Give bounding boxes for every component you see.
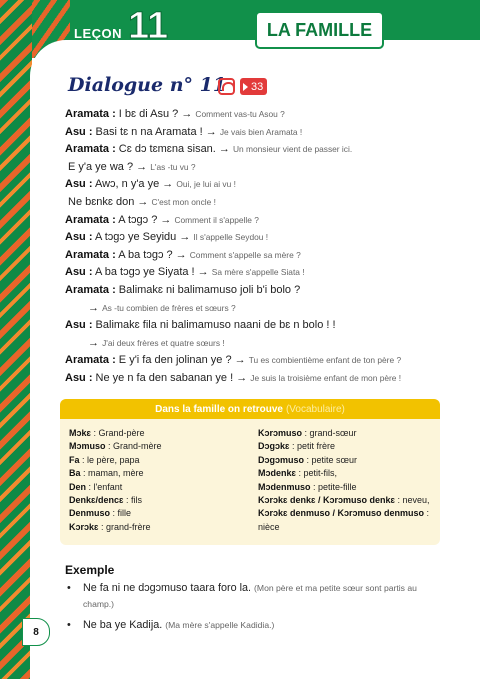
example-item [67,580,442,612]
translation-arrow: → [133,160,151,173]
vocabulary-term: Mɔmuso [69,441,106,452]
vocabulary-term: Fa [69,454,80,465]
vocabulary-entry [258,467,430,480]
dialogue-speaker: Aramata : [65,143,116,156]
example-content [83,617,442,633]
translation-arrow: → [231,354,249,367]
vocabulary-definition: : petit-fils, [295,468,337,479]
headphones-icon[interactable] [218,78,235,95]
dialogue-translation: Tu es combientième enfant de ton père ? [248,355,402,366]
dialogue-text: Ne bɛnkɛ don [68,195,135,208]
vocabulary-entry [258,440,430,453]
vocabulary-term: Dɔgɔkɛ [258,441,290,452]
dialogue-line [65,159,465,177]
vocabulary-definition: : l'enfant [86,481,123,492]
example-translation: (Mon père et ma petite sœur sont partis au champ.) [83,583,417,609]
vocabulary-box [60,399,440,545]
vocabulary-term: Ba [69,468,81,479]
lesson-underline-decoration [62,44,182,50]
bullet-icon: • [67,619,71,631]
vocabulary-entry [258,494,430,507]
vocabulary-term: Kɔrɔkɛ denmuso / Kɔrɔmuso denmuso [258,508,425,519]
bullet-icon: • [67,582,71,594]
dialogue-line [65,317,465,335]
vocabulary-definition: : Grand-mère [105,441,162,452]
vocabulary-definition: : Grand-père [90,428,145,438]
page-number: 8 [22,618,50,646]
vocabulary-term: Mɔkɛ [69,428,91,438]
vocabulary-definition: : grand-sœur [302,428,357,438]
dialogue-text: Awɔ, n y'a ye [92,178,160,191]
dialogue-speaker: Asu : [65,371,93,384]
vocabulary-left-column [69,427,162,534]
dialogue-translation: J'ai deux frères et quatre sœurs ! [102,337,225,348]
vocabulary-term: Mɔdenmuso [258,481,311,492]
translation-arrow: → [194,266,212,279]
vocabulary-subheading: (Vocabulaire) [285,403,345,415]
dialogue-text: A tɔgɔ ? [115,213,158,226]
dialogue-line [65,124,465,142]
example-item [67,617,442,633]
dialogue-translation: Sa mère s'appelle Siata ! [211,267,305,278]
translation-arrow: → [178,108,196,120]
vocabulary-entry [258,507,430,520]
play-icon [243,83,248,91]
translation-arrow: → [202,125,220,138]
example-content [83,580,442,612]
vocabulary-term: Denmuso [69,508,111,519]
translation-arrow: → [157,213,175,226]
vocabulary-entry [69,440,162,453]
chapter-title: LA FAMILLE [255,11,384,49]
vocabulary-term: Denkɛ/dencɛ [69,494,124,505]
track-number: 33 [251,80,264,93]
translation-arrow: → [172,248,190,261]
vocabulary-entry [258,521,430,534]
dialogue-speaker: Asu : [65,125,93,138]
dialogue-translation: Je suis la troisième enfant de mon père ! [250,372,402,383]
dialogue-translation: As -tu combien de frères et sœurs ? [102,302,236,313]
example-translation: (Ma mère s'appelle Kadidia.) [165,620,275,630]
vocabulary-term: Den [69,481,87,492]
dialogue-text: Cɛ dɔ tɛmɛna sisan. [115,143,216,156]
lesson-label: LEÇON [74,26,122,41]
dialogue-line [65,264,465,282]
dialogue-line [65,176,465,194]
vocabulary-definition: : maman, mère [80,468,144,479]
example-text: Ne fa ni ne dɔgɔmuso taara foro la. [83,582,252,594]
dialogue-translation: Comment il s'appelle ? [174,214,259,225]
dialogue-speaker: Aramata : [65,213,116,226]
vocabulary-definition: : petite-fille [310,481,357,492]
dialogue-text: E y'i fa den jolinan ye ? [115,354,232,367]
examples-title: Exemple [65,563,115,577]
translation-arrow: → [134,195,152,208]
vocabulary-heading [60,399,440,419]
vocabulary-right-column [258,427,430,534]
dialogue-line [65,106,465,124]
translation-arrow: → [176,231,194,244]
vocabulary-term: Mɔdenkɛ [258,468,296,479]
vocabulary-term: Dɔgɔmuso [258,454,305,465]
vocabulary-definition: : fils [123,494,142,505]
dialogue-speaker: Aramata : [65,248,116,261]
dialogue-text: A ba tɔgɔ ye Siyata ! [92,266,195,279]
vocabulary-entry [69,521,162,534]
dialogue-speaker: Asu : [65,319,93,332]
vocabulary-definition: nièce [258,521,280,532]
dialogue-text: Balimakɛ ni balimamuso joli b'i bolo ? [115,283,301,296]
dialogue-translation: Un monsieur vient de passer ici. [232,144,353,155]
translation-arrow: → [215,143,233,156]
vocabulary-entry [69,467,162,480]
dialogue-title: Dialogue n° 11 [68,74,227,96]
vocabulary-definition: : le père, papa [79,454,140,465]
dialogue-translation: C'est mon oncle ! [151,196,216,207]
vocabulary-definition: : petite sœur [304,454,358,465]
translation-arrow: → [88,336,103,349]
dialogue-line [65,370,465,388]
vocabulary-definition: : grand-frère [98,521,151,532]
dialogue-line [65,212,465,230]
dialogue-line [65,229,465,247]
vocabulary-definition: : neveu, [394,494,430,505]
dialogue-translation: Comment s'appelle sa mère ? [189,249,301,260]
dialogue-speaker: Asu : [65,231,93,244]
vocabulary-entry [69,481,162,494]
vocabulary-definition: : fille [110,508,132,519]
dialogue-line [65,282,465,300]
dialogue-line [65,300,465,318]
dialogue-text: Balimakɛ fila ni balimamuso naani de bɛ n bolo ! ! [92,319,336,332]
translation-arrow: → [159,178,177,191]
dialogue-line [65,141,465,159]
dialogue-line [65,194,465,212]
vocabulary-term: Kɔrɔkɛ denkɛ / Kɔrɔmuso denkɛ [258,494,395,505]
dialogue-speaker: Asu : [65,178,93,191]
vocabulary-entry [258,427,430,440]
dialogue-line [65,335,465,353]
dialogue-translation: Il s'appelle Seydou ! [193,232,269,243]
example-text: Ne ba ye Kadija. [83,619,163,631]
dialogue-text: I bɛ di Asu ? [115,108,179,120]
dialogue-speaker: Asu : [65,266,93,279]
dialogue-translation: Je vais bien Aramata ! [219,126,303,137]
vocabulary-entry [258,454,430,467]
vocabulary-entry [69,454,162,467]
audio-track-button[interactable] [240,78,267,95]
dialogue-text: A ba tɔgɔ ? [115,248,173,261]
dialogue-speaker: Aramata : [65,354,116,367]
vocabulary-definition: : petit frère [289,441,336,452]
dialogue-speaker: Aramata : [65,283,116,296]
dialogue-line [65,352,465,370]
dialogue-translation: Oui, je lui ai vu ! [176,179,236,190]
dialogue-translation: L'as -tu vu ? [150,161,196,172]
vocabulary-definition: : [424,508,430,519]
dialogue-lines [65,106,465,388]
dialogue-text: E y'a ye wa ? [68,160,134,173]
dialogue-translation: Comment vas-tu Asou ? [195,109,285,119]
vocabulary-term: Kɔrɔkɛ [69,521,99,532]
dialogue-line [65,247,465,265]
vocabulary-entry [258,481,430,494]
decorative-side-band [0,0,32,679]
translation-arrow: → [88,301,103,314]
dialogue-text: A tɔgɔ ye Seyidu [92,231,177,244]
vocabulary-entry [69,507,162,520]
lesson-number: 11 [128,5,169,47]
dialogue-text: Ne ye n fa den sabanan ye ! [92,371,234,384]
vocabulary-heading-text: Dans la famille on retrouve [155,403,283,415]
translation-arrow: → [233,371,251,384]
vocabulary-entry [69,494,162,507]
dialogue-speaker: Aramata : [65,108,116,120]
dialogue-text: Basi tɛ n na Aramata ! [92,125,203,138]
vocabulary-entry [69,427,162,440]
vocabulary-term: Kɔrɔmuso [258,428,303,438]
